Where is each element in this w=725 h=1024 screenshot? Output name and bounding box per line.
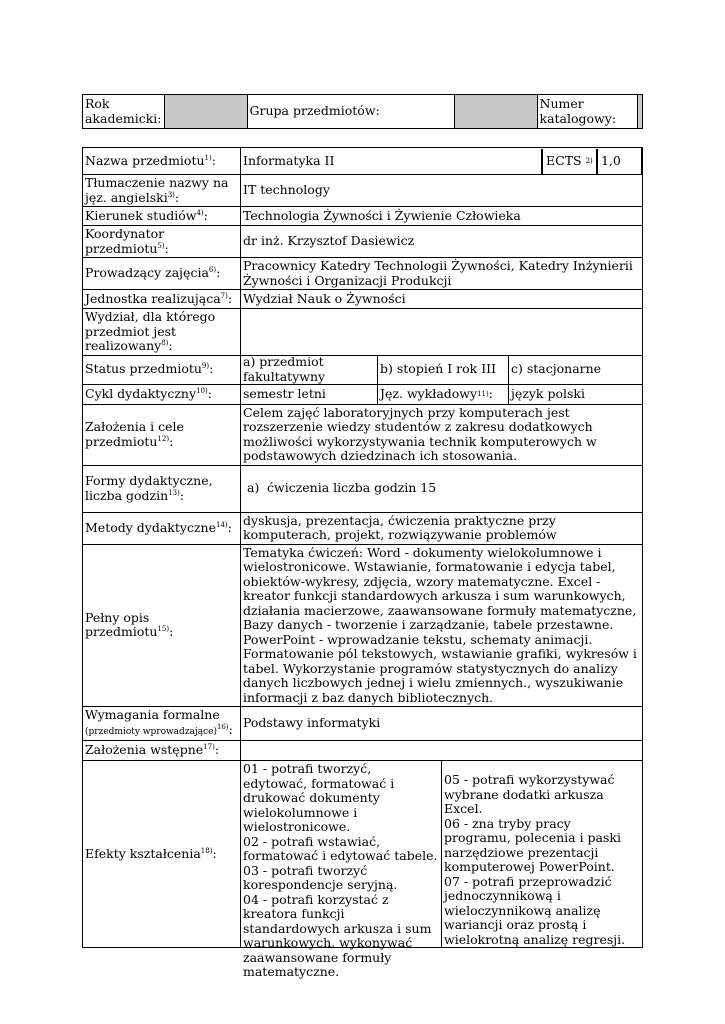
jednostka-value: Wydział Nauk o Żywności <box>241 290 643 309</box>
row-formy <box>83 465 643 512</box>
zalozenia-wstepne-label: Założenia wstępne$^{17)}$: <box>83 741 241 761</box>
efekty-column-2 <box>442 761 642 947</box>
wymagania-label: Wymagania formalne (przedmioty wprowadzające)$^{16)}$: <box>83 707 241 741</box>
numer-label: Numer katalogowy: <box>537 95 637 129</box>
status-label: Status przedmiotu$^{9)}$: <box>83 355 241 384</box>
row-zalozenia-wstepne <box>83 741 643 761</box>
formy-label: Formy dydaktyczne, liczba godzin$^{13)}$: <box>83 465 241 512</box>
numer-value <box>637 95 643 129</box>
metody-value: dyskusja, prezentacja, ćwiczenia praktyczne przy komputerach, projekt, rozwiązywanie problemów <box>241 512 643 544</box>
rok-value <box>164 95 247 129</box>
ects-value: 1,0 <box>601 152 621 168</box>
efekt-item: 02 - potrafi wstawiać, formatować i edytować tabele. <box>243 833 438 863</box>
status-a: a) przedmiot fakultatywny <box>241 356 378 384</box>
efekty-column-1 <box>241 761 442 979</box>
efekt-item: 01 - potrafi tworzyć, edytować, formatować i drukować dokumenty wielokolumnowe i wielostronicowe. <box>243 761 395 834</box>
opis-value: Tematyka ćwiczeń: Word - dokumenty wielokolumnowe i wielostronicowe. Wstawianie, formatowanie i edycja tabel, obiektów-wykresy, zdjęcia, wzory matematyczne. Excel - kreator funkcji standardowych arkusza i sum warunkowych, działania macierzowe, zaawansowane formuły matematyczne, Bazy danych - tworzenie i zarządzanie, tabele przestawne. PowerPoint - wprowadzanie tekstu, schematy animacji. Formatowanie pól tekstowych, wstawianie grafiki, wykresów i tabel. Wykorzystanie programów statystycznych do analizy danych liczbowych jednej i wielu zmiennych., wyszukiwanie informacji z baz danych bibliotecznych. <box>241 544 643 707</box>
row-koordynator <box>83 226 643 258</box>
wydzial-value <box>241 309 643 356</box>
wydzial-label: Wydział, dla którego przedmiot jest realizowany$^{8)}$: <box>83 309 241 356</box>
efekt-item: 05 - potrafi wykorzystywać wybrane dodatki arkusza Excel. <box>444 772 615 816</box>
cykl-label: Cykl dydaktyczny$^{10)}$: <box>83 384 241 404</box>
efekt-item: 03 - potrafi tworzyć korespondencje seryjną. <box>243 862 398 892</box>
formy-value <box>241 465 643 512</box>
row-cykl <box>83 384 643 404</box>
jezyk-value: język polski <box>511 385 585 401</box>
row-metody <box>83 512 643 544</box>
row-tlumaczenie <box>83 175 643 207</box>
row-wymagania <box>83 707 643 741</box>
metody-label: Metody dydaktyczne$^{14)}$: <box>83 512 241 544</box>
ects-label: ECTS 2) <box>541 149 598 174</box>
row-prowadzacy <box>83 258 643 290</box>
row-jednostka <box>83 290 643 309</box>
row-status <box>83 355 643 384</box>
grupa-value <box>454 95 537 129</box>
nazwa-value: Informatyka II <box>243 152 335 168</box>
rok-label: Rok akademicki: <box>83 95 165 129</box>
header-table <box>82 94 643 129</box>
nazwa-label: Nazwa przedmiotu$^{1)}$: <box>83 148 241 175</box>
status-c: c) stacjonarne <box>511 361 602 377</box>
cykl-value: semestr letni <box>241 385 378 404</box>
efekt-item: 07 - potrafi przeprowadzić jednoczynnikową i wieloczynnikową analizę wariancji oraz prostą i wielokrotną analizę regresji. <box>444 873 626 947</box>
zalozenia-wstepne-value <box>241 741 643 761</box>
kierunek-label: Kierunek studiów$^{4)}$: <box>83 207 241 226</box>
course-table <box>82 147 643 979</box>
tlumaczenie-label: Tłumaczenie nazwy na jęz. angielski$^{3)}$: <box>83 175 241 207</box>
prowadzacy-label: Prowadzący zajęcia$^{6)}$: <box>83 258 241 290</box>
prowadzacy-value: Pracownicy Katedry Technologii Żywności, Katedry Inżynierii Żywności i Organizacji Produkcji <box>241 258 643 290</box>
jezyk-label: Jęz. wykładowy 11) : <box>378 385 509 404</box>
row-wydzial <box>83 309 643 356</box>
opis-label: Pełny opis przedmiotu$^{15)}$: <box>83 544 241 707</box>
row-kierunek <box>83 207 643 226</box>
formy-item: a) ćwiczenia liczba godzin 15 <box>267 481 640 496</box>
koordynator-value: dr inż. Krzysztof Dasiewicz <box>241 226 643 258</box>
zalozenia-value: Celem zajęć laboratoryjnych przy komputerach jest rozszerzenie wiedzy studentów z zakresu dodatkowych możliwości wykorzystywania technik komputerowych w podstawowych dziedzinach ich stosowania. <box>241 404 643 465</box>
row-zalozenia <box>83 404 643 465</box>
jednostka-label: Jednostka realizująca$^{7)}$: <box>83 290 241 309</box>
efekt-item: 06 - zna tryby pracy programu, polecenia i paski narzędziowe prezentacji komputerowej PowerPoint. <box>444 815 621 874</box>
koordynator-label: Koordynator przedmiotu$^{5)}$: <box>83 226 241 258</box>
row-efekty <box>83 761 643 948</box>
wymagania-value: Podstawy informatyki <box>241 707 643 741</box>
efekt-item: 04 - potrafi korzystać z kreatora funkcji standardowych arkusza i sum warunkowych, wykonywać zaawansowane formuły matematyczne. <box>243 891 432 979</box>
row-opis <box>83 544 643 707</box>
kierunek-value: Technologia Żywności i Żywienie Człowieka <box>241 207 643 226</box>
status-b: b) stopień I rok III <box>378 356 509 384</box>
tlumaczenie-value: IT technology <box>241 175 643 207</box>
zalozenia-label: Założenia i cele przedmiotu$^{12)}$: <box>83 404 241 465</box>
row-nazwa <box>83 148 643 175</box>
efekty-label: Efekty kształcenia$^{18)}$: <box>83 761 241 948</box>
grupa-label: Grupa przedmiotów: <box>247 95 454 129</box>
